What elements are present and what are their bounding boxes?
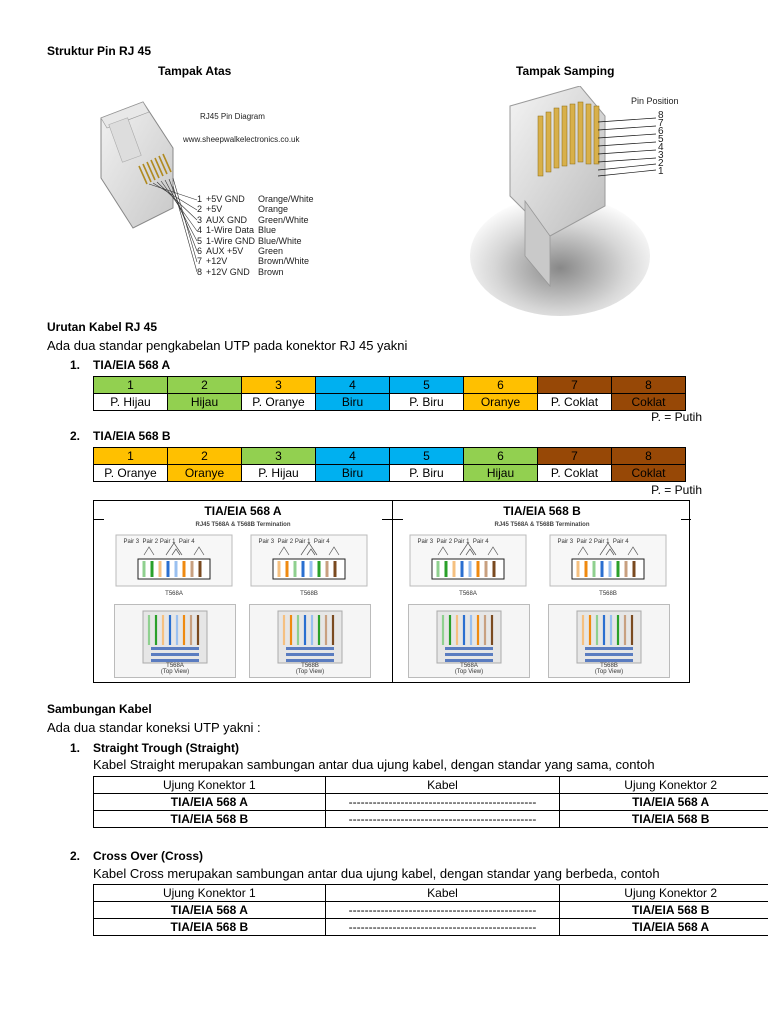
pin-number-cell: 6: [464, 448, 538, 465]
pin-row: 5 1-Wire GND Blue/White: [197, 235, 302, 246]
header-cell: Ujung Konektor 1: [94, 777, 326, 794]
section-title-cable-order: Urutan Kabel RJ 45: [47, 320, 158, 334]
pin-position-label: Pin Position: [631, 96, 679, 106]
putih-note-a: P. = Putih: [651, 410, 702, 424]
straight-description: Kabel Straight merupakan sambungan antar dua ujung kabel, dengan standar yang sama, contoh: [93, 757, 655, 772]
pin-list: [197, 194, 314, 277]
wire-color-cell: Coklat: [612, 465, 686, 482]
wire-color-cell: Oranye: [464, 394, 538, 411]
pin-number-cell: 5: [390, 448, 464, 465]
wire-color-cell: P. Biru: [390, 394, 464, 411]
pin-number-cell: 8: [612, 377, 686, 394]
table-cell: TIA/EIA 568 B: [94, 919, 326, 936]
header-cell: Ujung Konektor 1: [94, 885, 326, 902]
pin-number-cell: 3: [242, 377, 316, 394]
table-cell: -----------------------------------------------: [325, 811, 560, 828]
wire-color-cell: P. Hijau: [94, 394, 168, 411]
table-row: [94, 794, 768, 811]
wire-color-cell: Biru: [316, 394, 390, 411]
termination-subtitle: RJ45 T568A & T568B Termination: [494, 522, 590, 528]
header-cell: Kabel: [325, 777, 560, 794]
top-view-label: Tampak Atas: [158, 64, 232, 78]
straight-title: Straight Trough (Straight): [93, 741, 239, 755]
tick-mark: [94, 519, 104, 520]
pin-row: 7 +12V Brown/White: [197, 256, 310, 267]
number-row: [94, 377, 686, 394]
comparison-right-title: TIA/EIA 568 B: [503, 504, 581, 518]
wire-color-cell: Hijau: [464, 465, 538, 482]
comparison-left-title: TIA/EIA 568 A: [204, 504, 282, 518]
wire-color-cell: Biru: [316, 465, 390, 482]
standard-a-title: TIA/EIA 568 A: [93, 358, 171, 372]
putih-note-b: P. = Putih: [651, 483, 702, 497]
table-cell: -----------------------------------------------: [325, 919, 560, 936]
table-cell: TIA/EIA 568 B: [94, 811, 326, 828]
table-cell: TIA/EIA 568 A: [94, 902, 326, 919]
plug-top-view-a: [408, 604, 530, 678]
table-cell: TIA/EIA 568 A: [94, 794, 326, 811]
section-title-pin-structure: Struktur Pin RJ 45: [47, 44, 152, 58]
wire-color-cell: P. Oranye: [242, 394, 316, 411]
caption-t568a: T568A: [165, 591, 183, 597]
rj45-pin-diagram: [93, 88, 325, 308]
termination-subtitle: RJ45 T568A & T568B Termination: [195, 522, 291, 528]
pin-number-cell: 4: [316, 377, 390, 394]
cross-title: Cross Over (Cross): [93, 849, 204, 863]
plug-caption: T568A (Top View): [160, 663, 190, 675]
pin-number-cell: 8: [612, 448, 686, 465]
wire-color-cell: P. Hijau: [242, 465, 316, 482]
label-row: [94, 465, 686, 482]
header-cell: Kabel: [325, 885, 560, 902]
pin-number-cell: 6: [464, 377, 538, 394]
pin-number-cell: 7: [538, 448, 612, 465]
pin-number-cell: 5: [390, 377, 464, 394]
cable-order-intro: Ada dua standar pengkabelan UTP pada konektor RJ 45 yakni: [47, 338, 408, 353]
pin-number-cell: 1: [94, 377, 168, 394]
jack-t568b-right: [548, 533, 668, 588]
table-row: [94, 902, 768, 919]
table-cell: -----------------------------------------------: [325, 794, 560, 811]
caption-t568b: T568B: [300, 591, 318, 597]
pair-labels: Pair 3 Pair 2 Pair 1 Pair 4: [123, 539, 195, 545]
termination-comparison-box: [93, 500, 690, 683]
jack-t568a-left: [114, 533, 234, 588]
cross-table: [93, 884, 768, 936]
plug-top-view-b: [249, 604, 371, 678]
standard-b-color-table: [93, 447, 686, 482]
table-cell: TIA/EIA 568 A: [560, 794, 768, 811]
pin-row: 3 AUX GND Green/White: [197, 214, 309, 225]
wire-color-cell: P. Biru: [390, 465, 464, 482]
number-row: [94, 448, 686, 465]
pin-row: 4 1-Wire Data Blue: [197, 225, 277, 236]
header-cell: Ujung Konektor 2: [560, 777, 768, 794]
standard-b-index: 2.: [70, 429, 81, 443]
wire-color-cell: Hijau: [168, 394, 242, 411]
table-cell: -----------------------------------------------: [325, 902, 560, 919]
section-title-cable-connection: Sambungan Kabel: [47, 702, 152, 716]
pin-number-cell: 3: [242, 448, 316, 465]
pin-number-cell: 1: [94, 448, 168, 465]
tick-mark: [393, 519, 403, 520]
diagram-title: RJ45 Pin Diagram: [200, 112, 265, 121]
tick-mark: [681, 519, 691, 520]
plug-caption: T568A (Top View): [454, 663, 484, 675]
pin-number-cell: 7: [538, 377, 612, 394]
cross-index: 2.: [70, 849, 81, 863]
standard-a-color-table: [93, 376, 686, 411]
plug-top-view-b: [548, 604, 670, 678]
pair-labels: Pair 3 Pair 2 Pair 1 Pair 4: [258, 539, 330, 545]
plug-caption: T568B (Top View): [594, 663, 624, 675]
wire-color-cell: Coklat: [612, 394, 686, 411]
standard-a-index: 1.: [70, 358, 81, 372]
side-view-label: Tampak Samping: [516, 64, 615, 78]
pin-number-cell: 4: [316, 448, 390, 465]
standard-b-title: TIA/EIA 568 B: [93, 429, 171, 443]
pin-number-cell: 2: [168, 448, 242, 465]
pair-labels: Pair 3 Pair 2 Pair 1 Pair 4: [417, 539, 489, 545]
wire-color-cell: P. Oranye: [94, 465, 168, 482]
table-row: [94, 811, 768, 828]
wire-color-cell: P. Coklat: [538, 465, 612, 482]
diagram-website: www.sheepwalkelectronics.co.uk: [183, 135, 300, 144]
straight-index: 1.: [70, 741, 81, 755]
header-cell: Ujung Konektor 2: [560, 885, 768, 902]
rj45-side-view: [470, 86, 700, 316]
table-header-row: [94, 777, 768, 794]
cable-connection-intro: Ada dua standar koneksi UTP yakni :: [47, 720, 261, 735]
tick-mark: [382, 519, 392, 520]
pin-row: 1 +5V GND Orange/White: [197, 194, 314, 204]
table-cell: TIA/EIA 568 B: [560, 811, 768, 828]
comparison-right: [393, 501, 691, 682]
caption-t568a: T568A: [459, 591, 477, 597]
straight-table: [93, 776, 768, 828]
pair-labels: Pair 3 Pair 2 Pair 1 Pair 4: [557, 539, 629, 545]
table-cell: TIA/EIA 568 A: [560, 919, 768, 936]
label-row: [94, 394, 686, 411]
pin-row: 2 +5V Orange: [197, 204, 289, 215]
table-cell: TIA/EIA 568 B: [560, 902, 768, 919]
pin-row: 8 +12V GND Brown: [197, 266, 284, 277]
cross-description: Kabel Cross merupakan sambungan antar dua ujung kabel, dengan standar yang berbeda, contoh: [93, 866, 660, 881]
wire-color-cell: P. Coklat: [538, 394, 612, 411]
comparison-left: [94, 501, 392, 682]
table-header-row: [94, 885, 768, 902]
caption-t568b: T568B: [599, 591, 617, 597]
jack-t568b-left: [249, 533, 369, 588]
plug-top-view-a: [114, 604, 236, 678]
jack-t568a-right: [408, 533, 528, 588]
pin-number-cell: 2: [168, 377, 242, 394]
pin-row: 6 AUX +5V Green: [197, 246, 284, 257]
pin-position-numbers: 8 7 6 5 4 3 2 1: [658, 110, 664, 177]
table-row: [94, 919, 768, 936]
wire-color-cell: Oranye: [168, 465, 242, 482]
rj45-side-illustration: [470, 86, 700, 316]
plug-caption: T568B (Top View): [295, 663, 325, 675]
